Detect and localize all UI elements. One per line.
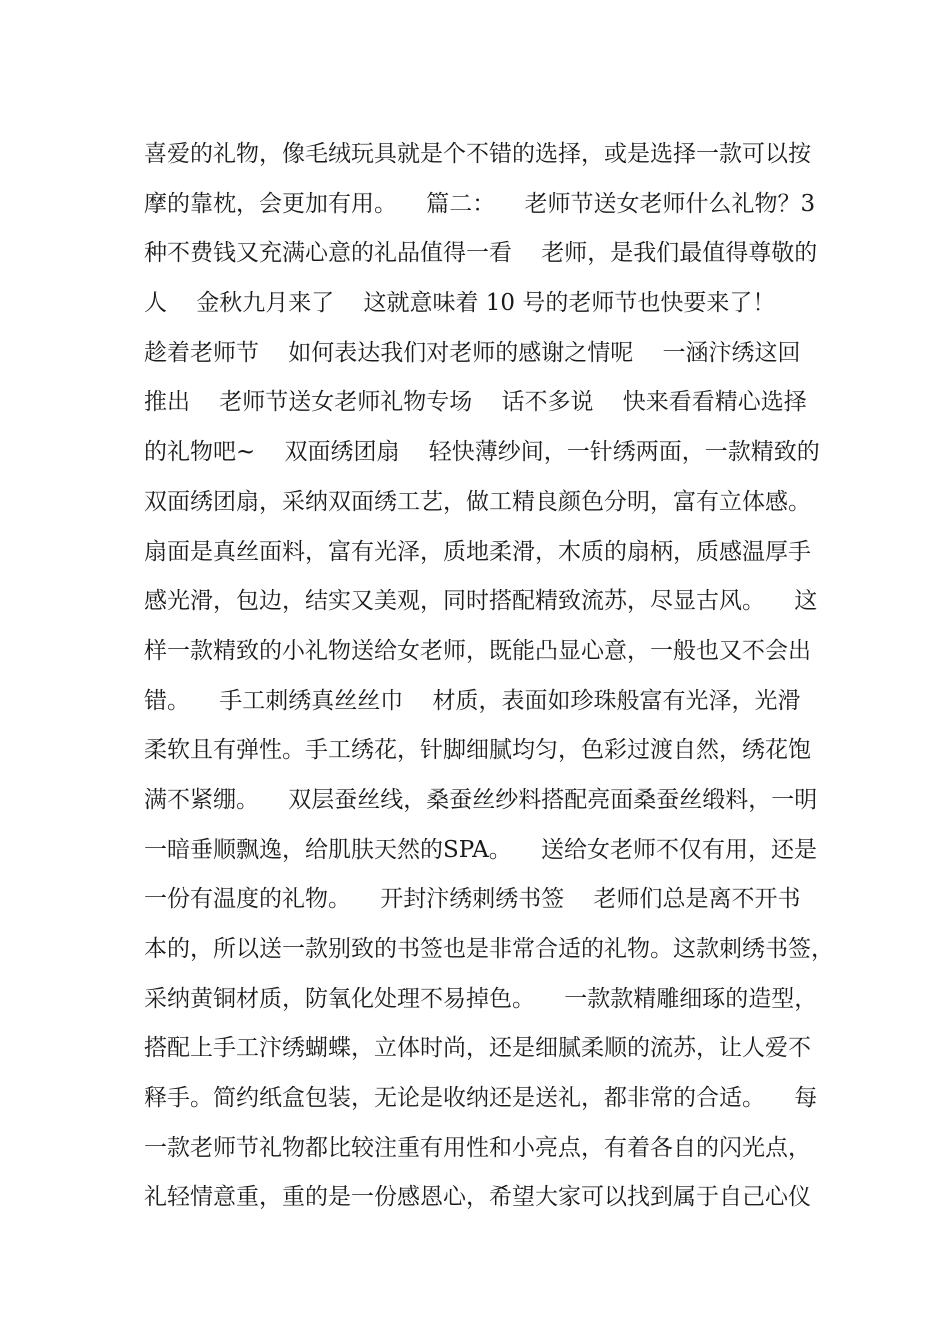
text-line: 释手。简约纸盒包装，无论是收纳还是送礼，都非常的合适。 每	[144, 1085, 818, 1112]
text-line: 喜爱的礼物，像毛绒玩具就是个不错的选择，或是选择一款可以按	[144, 141, 811, 167]
text-line: 一份有温度的礼物。 开封汴绣刺绣书签 老师们总是离不开书	[144, 886, 801, 913]
text-line: 错。 手工刺绣真丝丝巾 材质，表面如珍珠般富有光泽，光滑	[144, 687, 801, 714]
text-line: 样一款精致的小礼物送给女老师，既能凸显心意，一般也又不会出	[144, 637, 811, 664]
text-line: 本的，所以送一款别致的书签也是非常合适的礼物。这款刺绣书签，	[144, 936, 834, 962]
text-line: 采纳黄铜材质，防氧化处理不易掉色。 一款款精雕细琢的造型，	[144, 985, 818, 1012]
text-line: 礼轻情意重，重的是一份感恩心，希望大家可以找到属于自己心仪	[144, 1184, 811, 1211]
text-line: 一暗垂顺飘逸，给肌肤天然的SPA。 送给女老师不仅有用，还是	[144, 836, 817, 863]
text-line: 扇面是真丝面料，富有光泽，质地柔滑，木质的扇柄，质感温厚手	[144, 538, 811, 565]
text-line: 双面绣团扇，采纳双面绣工艺，做工精良颜色分明，富有立体感。	[144, 488, 811, 515]
body-text	[144, 130, 844, 1223]
text-line: 满不紧绷。 双层蚕丝线，桑蚕丝纱料搭配亮面桑蚕丝缎料，一明	[144, 786, 818, 813]
text-line: 搭配上手工汴绣蝴蝶，立体时尚，还是细腻柔顺的流苏，让人爱不	[144, 1035, 811, 1062]
text-line: 推出 老师节送女老师礼物专场 话不多说 快来看看精心选择	[144, 389, 807, 416]
text-line: 的礼物吧~ 双面绣团扇 轻快薄纱间，一针绣两面，一款精致的	[144, 439, 820, 466]
text-line: 一款老师节礼物都比较注重有用性和小亮点，有着各自的闪光点，	[144, 1134, 811, 1161]
text-line: 种不费钱又充满心意的礼品值得一看 老师，是我们最值得尊敬的	[144, 240, 818, 267]
text-line: 柔软且有弹性。手工绣花，针脚细腻均匀，色彩过渡自然，绣花饱	[144, 737, 811, 764]
text-line: 趁着老师节 如何表达我们对老师的感谢之情呢 一涵汴绣这回	[144, 339, 801, 366]
text-line: 摩的靠枕，会更加有用。 篇二： 老师节送女老师什么礼物？3	[144, 190, 816, 217]
text-line: 人 金秋九月来了 这就意味着 10 号的老师节也快要来了！	[144, 290, 776, 317]
text-line: 感光滑，包边，结实又美观，同时搭配精致流苏，尽显古风。 这	[144, 588, 818, 615]
